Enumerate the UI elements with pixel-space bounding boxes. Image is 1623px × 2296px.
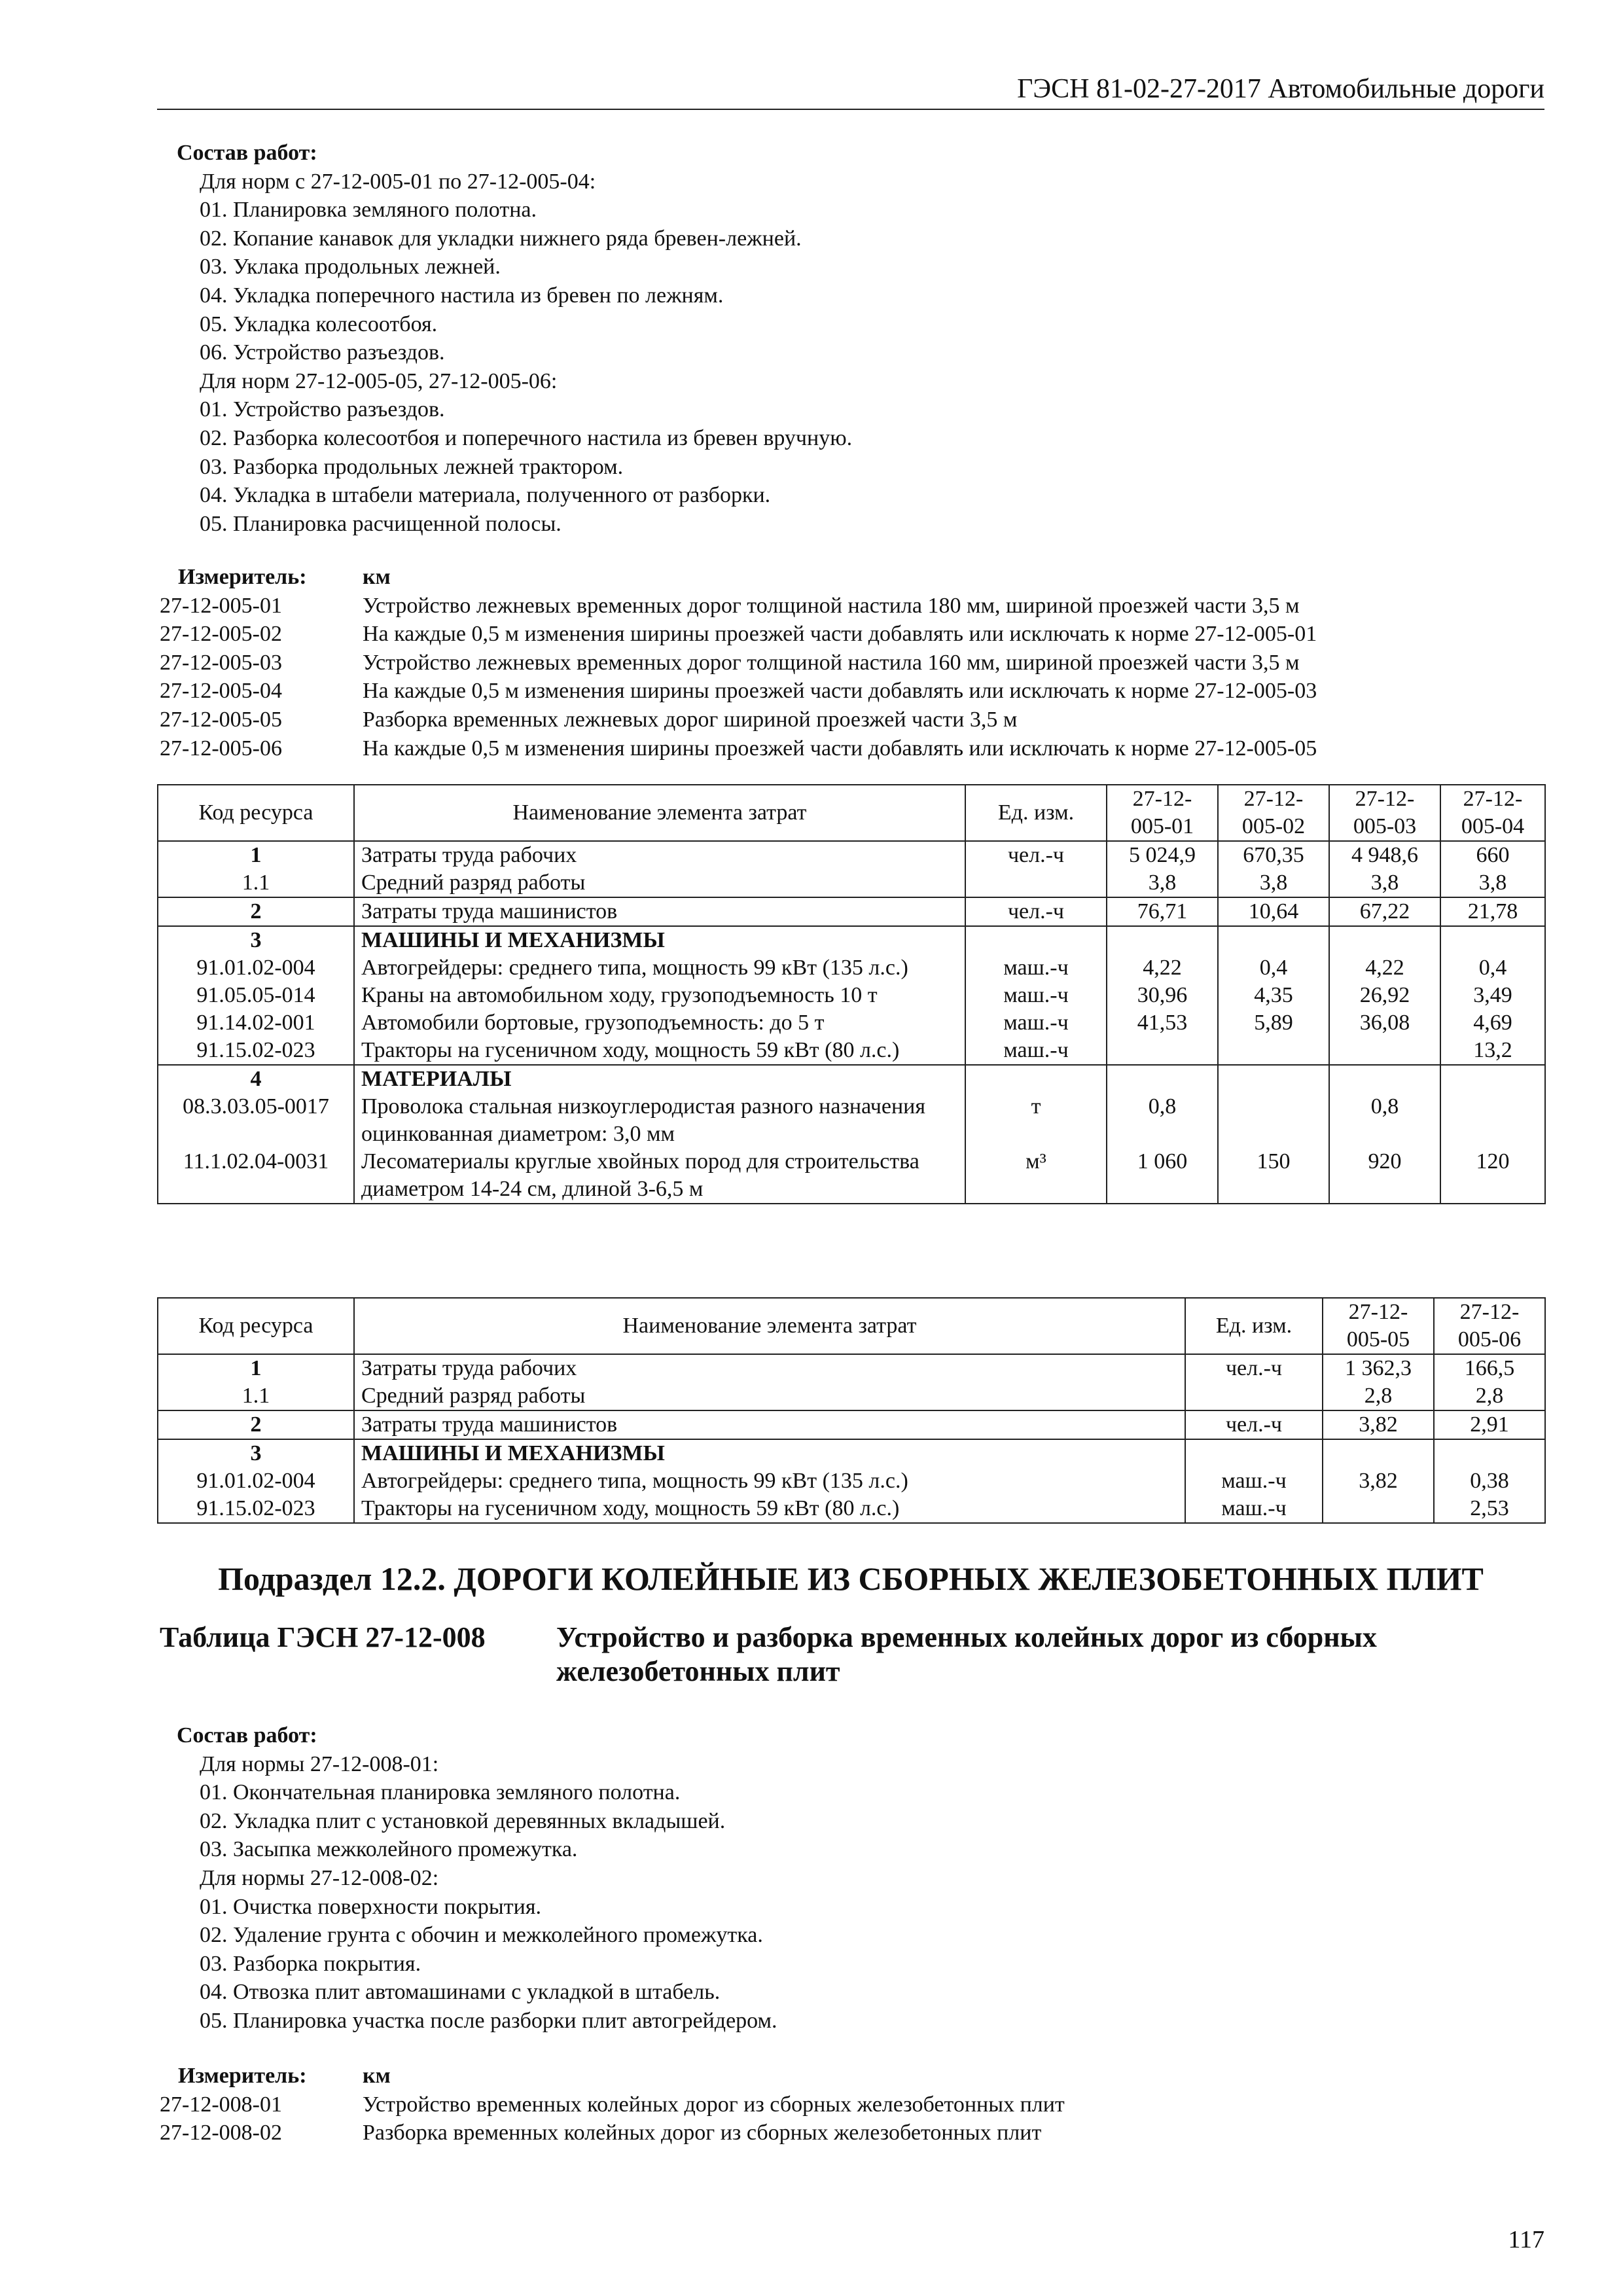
- table-cell: Автогрейдеры: среднего типа, мощность 99 кВт (135 л.с.): [354, 1467, 1185, 1495]
- table-cell: 41,53: [1107, 1009, 1218, 1037]
- table-cell: 670,35: [1218, 841, 1329, 869]
- measurement-item: [160, 592, 1547, 620]
- table-cell: МАТЕРИАЛЫ: [354, 1065, 965, 1093]
- norm-code: 27-12-008-02: [160, 2121, 282, 2145]
- table-cell: 91.05.05-014: [158, 982, 354, 1009]
- table-cell: 3: [158, 1439, 354, 1467]
- measurement-item: [160, 734, 1547, 763]
- table-cell: Автомобили бортовые, грузоподъемность: до 5 т: [354, 1009, 965, 1037]
- work-line: 02. Удаление грунта с обочин и межколейного промежутка.: [200, 1923, 763, 1948]
- norm-description: Устройство лежневых временных дорог толщиной настила 160 мм, шириной проезжей части 3,5 м: [363, 650, 1300, 675]
- table-row: [158, 1382, 1545, 1410]
- header-name: Наименование элемента затрат: [354, 1298, 1185, 1354]
- table-cell: 0,8: [1329, 1093, 1440, 1148]
- table-cell: 0,4: [1440, 954, 1545, 982]
- header-name: Наименование элемента затрат: [354, 785, 965, 841]
- table-number: Таблица ГЭСН 27-12-008: [160, 1621, 486, 1653]
- section-row: [158, 1065, 1545, 1093]
- table-cell: 1 060: [1107, 1148, 1218, 1204]
- table-row: [158, 1354, 1545, 1382]
- table-cell: 91.14.02-001: [158, 1009, 354, 1037]
- work-line: 01. Окончательная планировка земляного полотна.: [200, 1780, 681, 1805]
- table-cell: [1440, 1065, 1545, 1093]
- table-cell: маш.-ч: [965, 954, 1107, 982]
- table-row: [158, 1410, 1545, 1439]
- table-cell: 4: [158, 1065, 354, 1093]
- norm-description: На каждые 0,5 м изменения ширины проезжей части добавлять или исключать к норме 27-12-005-01: [363, 622, 1317, 647]
- table-row: [158, 841, 1545, 869]
- table-cell: 76,71: [1107, 897, 1218, 926]
- table-cell: 1.1: [158, 869, 354, 897]
- table-cell: [965, 926, 1107, 954]
- table-cell: Средний разряд работы: [354, 1382, 1185, 1410]
- table-cell: 3,8: [1107, 869, 1218, 897]
- table-cell: 2,53: [1434, 1495, 1545, 1523]
- work-line: 03. Засыпка межколейного промежутка.: [200, 1837, 578, 1862]
- table-row: [158, 1467, 1545, 1495]
- table-cell: 5 024,9: [1107, 841, 1218, 869]
- table-cell: 120: [1440, 1148, 1545, 1204]
- norm-code: 27-12-008-01: [160, 2092, 282, 2117]
- measurement-label: Измеритель:: [178, 2064, 307, 2088]
- header-rule: [157, 109, 1544, 110]
- header-norm-col: 27-12- 005-05: [1323, 1298, 1434, 1354]
- header-norm-col: 27-12- 005-02: [1218, 785, 1329, 841]
- work-line: 02. Копание канавок для укладки нижнего ряда бревен-лежней.: [200, 226, 802, 251]
- norm-description: Разборка временных колейных дорог из сборных железобетонных плит: [363, 2121, 1042, 2145]
- table-cell: маш.-ч: [1185, 1495, 1323, 1523]
- header-unit: Ед. изм.: [965, 785, 1107, 841]
- table-cell: Тракторы на гусеничном ходу, мощность 59 кВт (80 л.с.): [354, 1495, 1185, 1523]
- measurement-item: [160, 2119, 1547, 2147]
- table-cell: Затраты труда машинистов: [354, 897, 965, 926]
- table-row: [158, 1148, 1545, 1204]
- work-line: 04. Укладка в штабели материала, полученного от разборки.: [200, 483, 771, 508]
- table-cell: [1107, 1037, 1218, 1065]
- work-composition-2: [177, 1721, 1538, 2036]
- table-header-row: [158, 1298, 1545, 1354]
- section-row: [158, 1439, 1545, 1467]
- table-cell: 2,8: [1323, 1382, 1434, 1410]
- table-cell: 91.01.02-004: [158, 954, 354, 982]
- table-cell: 36,08: [1329, 1009, 1440, 1037]
- table-cell: 1: [158, 1354, 354, 1382]
- norm-description: Устройство временных колейных дорог из сборных железобетонных плит: [363, 2092, 1065, 2117]
- table-cell: 30,96: [1107, 982, 1218, 1009]
- table-cell: [1218, 1065, 1329, 1093]
- table-cell: 10,64: [1218, 897, 1329, 926]
- norm-code: 27-12-005-02: [160, 622, 282, 647]
- table-cell: [1440, 1093, 1545, 1148]
- table-cell: м³: [965, 1148, 1107, 1204]
- table-cell: 08.3.03.05-0017: [158, 1093, 354, 1148]
- table-row: [158, 1495, 1545, 1523]
- norm-description: На каждые 0,5 м изменения ширины проезжей части добавлять или исключать к норме 27-12-005-05: [363, 736, 1317, 761]
- table-cell: 13,2: [1440, 1037, 1545, 1065]
- table-row: [158, 1093, 1545, 1148]
- table-cell: [1218, 1093, 1329, 1148]
- section-row: [158, 926, 1545, 954]
- table-cell: 26,92: [1329, 982, 1440, 1009]
- table-cell: 3,82: [1323, 1467, 1434, 1495]
- table-cell: Краны на автомобильном ходу, грузоподъемность 10 т: [354, 982, 965, 1009]
- work-line: 04. Отвозка плит автомашинами с укладкой в штабель.: [200, 1980, 721, 2005]
- table-cell: 4 948,6: [1329, 841, 1440, 869]
- norm-description: Устройство лежневых временных дорог толщиной настила 180 мм, шириной проезжей части 3,5 м: [363, 593, 1300, 618]
- work-line: 06. Устройство разъездов.: [200, 340, 445, 365]
- table-cell: чел.-ч: [965, 841, 1107, 869]
- table-caption: Устройство и разборка временных колейных дорог из сборных железобетонных плит: [556, 1621, 1377, 1687]
- table-cell: 0,4: [1218, 954, 1329, 982]
- subsection-title: Подраздел 12.2. ДОРОГИ КОЛЕЙНЫЕ ИЗ СБОРНЫХ ЖЕЛЕЗОБЕТОННЫХ ПЛИТ: [218, 1560, 1484, 1597]
- table-cell: [1323, 1495, 1434, 1523]
- norm-code: 27-12-005-03: [160, 650, 282, 675]
- table-cell: чел.-ч: [1185, 1354, 1323, 1382]
- header-norm-col: 27-12- 005-01: [1107, 785, 1218, 841]
- table-cell: 3: [158, 926, 354, 954]
- table-row: [158, 982, 1545, 1009]
- work-line: 04. Укладка поперечного настила из бревен по лежням.: [200, 283, 724, 308]
- table-cell: Затраты труда рабочих: [354, 841, 965, 869]
- measurement-list-1: [160, 563, 1547, 762]
- work-line: 01. Планировка земляного полотна.: [200, 198, 537, 223]
- table-cell: 0,8: [1107, 1093, 1218, 1148]
- table-cell: 2: [158, 897, 354, 926]
- table-cell: Средний разряд работы: [354, 869, 965, 897]
- table-cell: маш.-ч: [965, 982, 1107, 1009]
- table-cell: Проволока стальная низкоуглеродистая разного назначения оцинкованная диаметром: 3,0 мм: [354, 1093, 965, 1148]
- table-cell: маш.-ч: [965, 1037, 1107, 1065]
- work-composition-heading: Состав работ:: [177, 1723, 317, 1748]
- table-cell: 3,8: [1329, 869, 1440, 897]
- table-cell: 1.1: [158, 1382, 354, 1410]
- table-cell: 2,8: [1434, 1382, 1545, 1410]
- measurement-item: [160, 2090, 1547, 2119]
- norm-description: На каждые 0,5 м изменения ширины проезжей части добавлять или исключать к норме 27-12-005-03: [363, 679, 1317, 704]
- table-cell: 660: [1440, 841, 1545, 869]
- table-cell: [1185, 1439, 1323, 1467]
- page-number: 117: [1508, 2226, 1544, 2253]
- table-cell: 4,69: [1440, 1009, 1545, 1037]
- header-unit: Ед. изм.: [1185, 1298, 1323, 1354]
- table-cell: [1107, 1065, 1218, 1093]
- header-code: Код ресурса: [158, 785, 354, 841]
- work-line: 03. Разборка покрытия.: [200, 1951, 421, 1976]
- norm-description: Разборка временных лежневых дорог шириной проезжей части 3,5 м: [363, 707, 1018, 732]
- table-row: [158, 1009, 1545, 1037]
- table-cell: 920: [1329, 1148, 1440, 1204]
- table-row: [158, 869, 1545, 897]
- table-cell: 67,22: [1329, 897, 1440, 926]
- table-cell: 4,22: [1329, 954, 1440, 982]
- table-cell: [1218, 1037, 1329, 1065]
- work-line: Для норм с 27-12-005-01 по 27-12-005-04:: [200, 169, 596, 194]
- table-row: [158, 1037, 1545, 1065]
- header-norm-col: 27-12- 005-06: [1434, 1298, 1545, 1354]
- resource-table-2: [157, 1297, 1546, 1524]
- measurement-list-2: [160, 2062, 1547, 2147]
- table-cell: Лесоматериалы круглые хвойных пород для строительства диаметром 14-24 см, длиной 3-6,5 м: [354, 1148, 965, 1204]
- norm-code: 27-12-005-04: [160, 679, 282, 704]
- table-cell: [1434, 1439, 1545, 1467]
- table-cell: [1218, 926, 1329, 954]
- table-cell: чел.-ч: [965, 897, 1107, 926]
- measurement-label: Измеритель:: [178, 565, 307, 589]
- table-cell: маш.-ч: [1185, 1467, 1323, 1495]
- table-cell: 3,8: [1440, 869, 1545, 897]
- table-cell: чел.-ч: [1185, 1410, 1323, 1439]
- header-code: Код ресурса: [158, 1298, 354, 1354]
- measurement-unit: км: [363, 565, 391, 589]
- table-cell: [1323, 1439, 1434, 1467]
- work-composition-1: [177, 139, 1538, 538]
- measurement-item: [160, 677, 1547, 706]
- table-row: [158, 954, 1545, 982]
- table-cell: т: [965, 1093, 1107, 1148]
- table-cell: Затраты труда рабочих: [354, 1354, 1185, 1382]
- norm-code: 27-12-005-06: [160, 736, 282, 761]
- table-cell: [1440, 926, 1545, 954]
- header-norm-col: 27-12- 005-04: [1440, 785, 1545, 841]
- table-cell: МАШИНЫ И МЕХАНИЗМЫ: [354, 926, 965, 954]
- work-line: 03. Разборка продольных лежней трактором.: [200, 454, 624, 479]
- norm-code: 27-12-005-01: [160, 593, 282, 618]
- table-cell: 1 362,3: [1323, 1354, 1434, 1382]
- measurement-item: [160, 649, 1547, 677]
- table-cell: Затраты труда машинистов: [354, 1410, 1185, 1439]
- table-cell: 21,78: [1440, 897, 1545, 926]
- table-cell: 4,35: [1218, 982, 1329, 1009]
- table-cell: Автогрейдеры: среднего типа, мощность 99 кВт (135 л.с.): [354, 954, 965, 982]
- work-line: Для норм 27-12-005-05, 27-12-005-06:: [200, 368, 558, 393]
- norm-code: 27-12-005-05: [160, 707, 282, 732]
- table-cell: [965, 869, 1107, 897]
- header-norm-col: 27-12- 005-03: [1329, 785, 1440, 841]
- work-line: 05. Укладка колесоотбоя.: [200, 312, 438, 336]
- work-line: 03. Уклака продольных лежней.: [200, 255, 501, 279]
- table-cell: 166,5: [1434, 1354, 1545, 1382]
- table-cell: 5,89: [1218, 1009, 1329, 1037]
- table-cell: 2,91: [1434, 1410, 1545, 1439]
- work-line: 05. Планировка расчищенной полосы.: [200, 511, 562, 536]
- table-cell: 3,49: [1440, 982, 1545, 1009]
- work-line: Для нормы 27-12-008-02:: [200, 1865, 439, 1890]
- table-cell: [1329, 1065, 1440, 1093]
- work-composition-heading: Состав работ:: [177, 141, 317, 165]
- work-line: 02. Укладка плит с установкой деревянных вкладышей.: [200, 1808, 726, 1833]
- resource-table-1: [157, 784, 1546, 1204]
- table-cell: 4,22: [1107, 954, 1218, 982]
- table-cell: [965, 1065, 1107, 1093]
- table-cell: Тракторы на гусеничном ходу, мощность 59 кВт (80 л.с.): [354, 1037, 965, 1065]
- work-line: 02. Разборка колесоотбоя и поперечного настила из бревен вручную.: [200, 425, 853, 450]
- table-cell: 3,82: [1323, 1410, 1434, 1439]
- running-header: ГЭСН 81-02-27-2017 Автомобильные дороги: [1017, 74, 1544, 104]
- table-cell: [1185, 1382, 1323, 1410]
- table-cell: 1: [158, 841, 354, 869]
- measurement-unit: км: [363, 2064, 391, 2088]
- table-cell: МАШИНЫ И МЕХАНИЗМЫ: [354, 1439, 1185, 1467]
- table-cell: 91.15.02-023: [158, 1495, 354, 1523]
- measurement-item: [160, 620, 1547, 649]
- table-cell: [1329, 926, 1440, 954]
- table-cell: [1329, 1037, 1440, 1065]
- table-cell: 3,8: [1218, 869, 1329, 897]
- table-row: [158, 897, 1545, 926]
- table-cell: 91.01.02-004: [158, 1467, 354, 1495]
- table-cell: 11.1.02.04-0031: [158, 1148, 354, 1204]
- table-cell: 150: [1218, 1148, 1329, 1204]
- table-header-row: [158, 785, 1545, 841]
- work-line: 01. Очистка поверхности покрытия.: [200, 1894, 541, 1919]
- measurement-item: [160, 706, 1547, 734]
- table-cell: 2: [158, 1410, 354, 1439]
- work-line: 01. Устройство разъездов.: [200, 397, 445, 422]
- table-cell: 0,38: [1434, 1467, 1545, 1495]
- table-cell: маш.-ч: [965, 1009, 1107, 1037]
- table-cell: [1107, 926, 1218, 954]
- table-cell: 91.15.02-023: [158, 1037, 354, 1065]
- work-line: 05. Планировка участка после разборки плит автогрейдером.: [200, 2008, 777, 2033]
- work-line: Для нормы 27-12-008-01:: [200, 1751, 439, 1776]
